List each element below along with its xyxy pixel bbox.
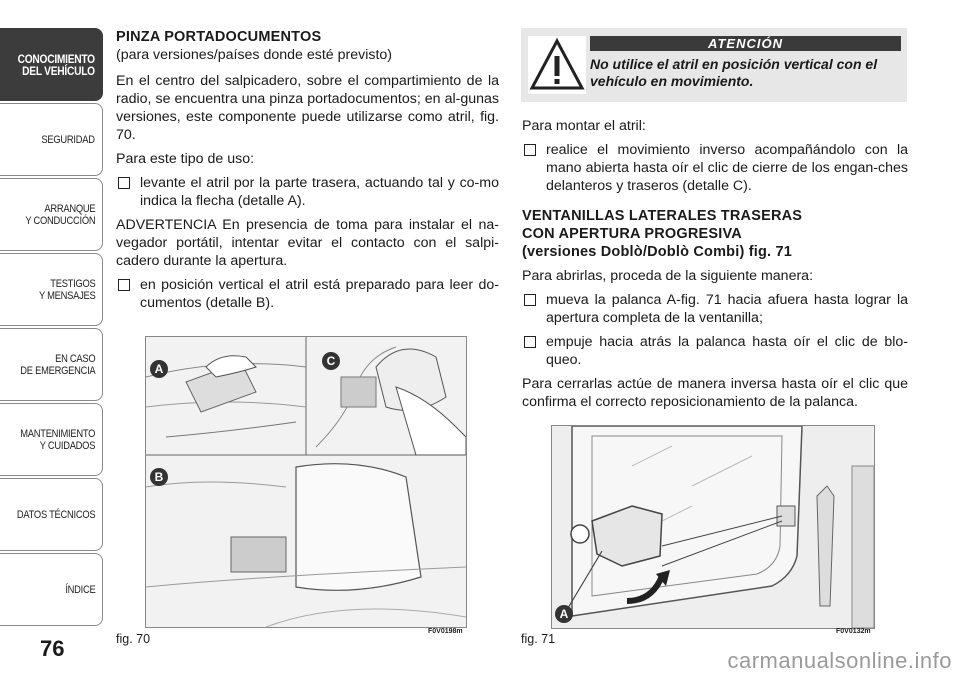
list-item-text: levante el atril por la parte trasera, actuando tal y co-mo indica la flecha (detalle A). — [140, 175, 499, 209]
warning-triangle-icon — [528, 36, 586, 94]
tab-seguridad[interactable] — [0, 103, 103, 176]
tab-indice[interactable] — [0, 553, 103, 626]
figure-caption: fig. 71 — [521, 632, 556, 646]
figure-caption: fig. 70 — [116, 632, 151, 646]
tab-label: MANTENIMIENTO Y CUIDADOS — [20, 427, 95, 452]
list-item — [116, 174, 499, 210]
tab-label: CONOCIMIENTO DEL VEHÍCULO — [17, 51, 95, 78]
list-item-text: realice el movimiento inverso acompañándolo con la mano abierta hasta oír el clic de cierre de los engan-ches delanteros y traseros (detalle C). — [546, 142, 908, 194]
section-heading: PINZA PORTADOCUMENTOS — [116, 29, 322, 45]
list-item — [522, 141, 908, 195]
tab-label: TESTIGOS Y MENSAJES — [38, 277, 95, 302]
bullet-box-icon — [524, 144, 536, 156]
tab-emergencia[interactable] — [0, 328, 103, 401]
tab-label: SEGURIDAD — [41, 133, 95, 146]
watermark: carmanualsonline.info — [727, 648, 952, 673]
paragraph: Para este tipo de uso: — [116, 151, 255, 167]
figure-71-illustration — [552, 426, 874, 628]
tab-datos-tecnicos[interactable] — [0, 478, 103, 551]
bullet-box-icon — [524, 336, 536, 348]
list-item — [116, 276, 499, 312]
figure-code: F0V0132m — [836, 628, 871, 635]
tab-mantenimiento[interactable] — [0, 403, 103, 476]
section-heading: VENTANILLAS LATERALES TRASERAS CON APERTURA PROGRESIVA (versiones Doblò/Doblò Combi) fig. 71 — [522, 208, 803, 260]
tab-label: ÍNDICE — [64, 583, 95, 596]
list-item-text: empuje hacia atrás la palanca hasta oír el clic de blo-queo. — [546, 334, 908, 368]
section-subheading: (para versiones/países donde esté previsto) — [116, 47, 393, 63]
paragraph: Para montar el atril: — [522, 118, 646, 134]
figure-70 — [145, 336, 467, 628]
list-item — [522, 291, 908, 327]
right-column — [522, 117, 908, 417]
paragraph: Para abrirlas, proceda de la siguiente manera: — [522, 268, 814, 284]
tab-testigos[interactable] — [0, 253, 103, 326]
warning-box — [521, 28, 907, 102]
list-item-text: en posición vertical el atril está preparado para leer do-cumentos (detalle B). — [140, 277, 499, 311]
bullet-box-icon — [524, 294, 536, 306]
lever-label-a: A — [555, 605, 573, 623]
warning-text: No utilice el atril en posición vertical con el vehículo en movimiento. — [590, 56, 878, 89]
paragraph: ADVERTENCIA En presencia de toma para instalar el na-vegador portátil, intentar evitar el contacto con el salpi-cadero durante la apertura. — [116, 217, 499, 269]
list-item — [522, 333, 908, 369]
figure-code: F0V0198m — [428, 628, 463, 635]
page-number: 76 — [40, 636, 65, 661]
sidebar-nav — [0, 28, 103, 628]
bullet-box-icon — [118, 177, 130, 189]
tab-label: ARRANQUE Y CONDUCCIÓN — [24, 202, 95, 227]
left-column — [116, 28, 499, 318]
figure-71 — [551, 425, 875, 629]
bullet-box-icon — [118, 279, 130, 291]
detail-label-b: B — [150, 468, 168, 486]
figure-70-illustration — [146, 337, 466, 627]
tab-conocimiento[interactable] — [0, 28, 103, 101]
tab-label: DATOS TÉCNICOS — [16, 508, 95, 521]
warning-title: ATENCIÓN — [590, 36, 901, 51]
paragraph: Para cerrarlas actúe de manera inversa hasta oír el clic que confirma el correcto reposicionamiento de la palanca. — [522, 376, 908, 410]
detail-label-c: C — [322, 352, 340, 370]
tab-label: EN CASO DE EMERGENCIA — [19, 352, 95, 377]
list-item-text: mueva la palanca A-fig. 71 hacia afuera hasta lograr la apertura completa de la ventanilla; — [546, 292, 908, 326]
tab-arranque[interactable] — [0, 178, 103, 251]
detail-label-a: A — [150, 360, 168, 378]
paragraph: En el centro del salpicadero, sobre el compartimiento de la radio, se encuentra una pinza portadocumentos; en al-gunas versiones, este componente puede utilizarse como atril, fig. 70. — [116, 73, 499, 143]
